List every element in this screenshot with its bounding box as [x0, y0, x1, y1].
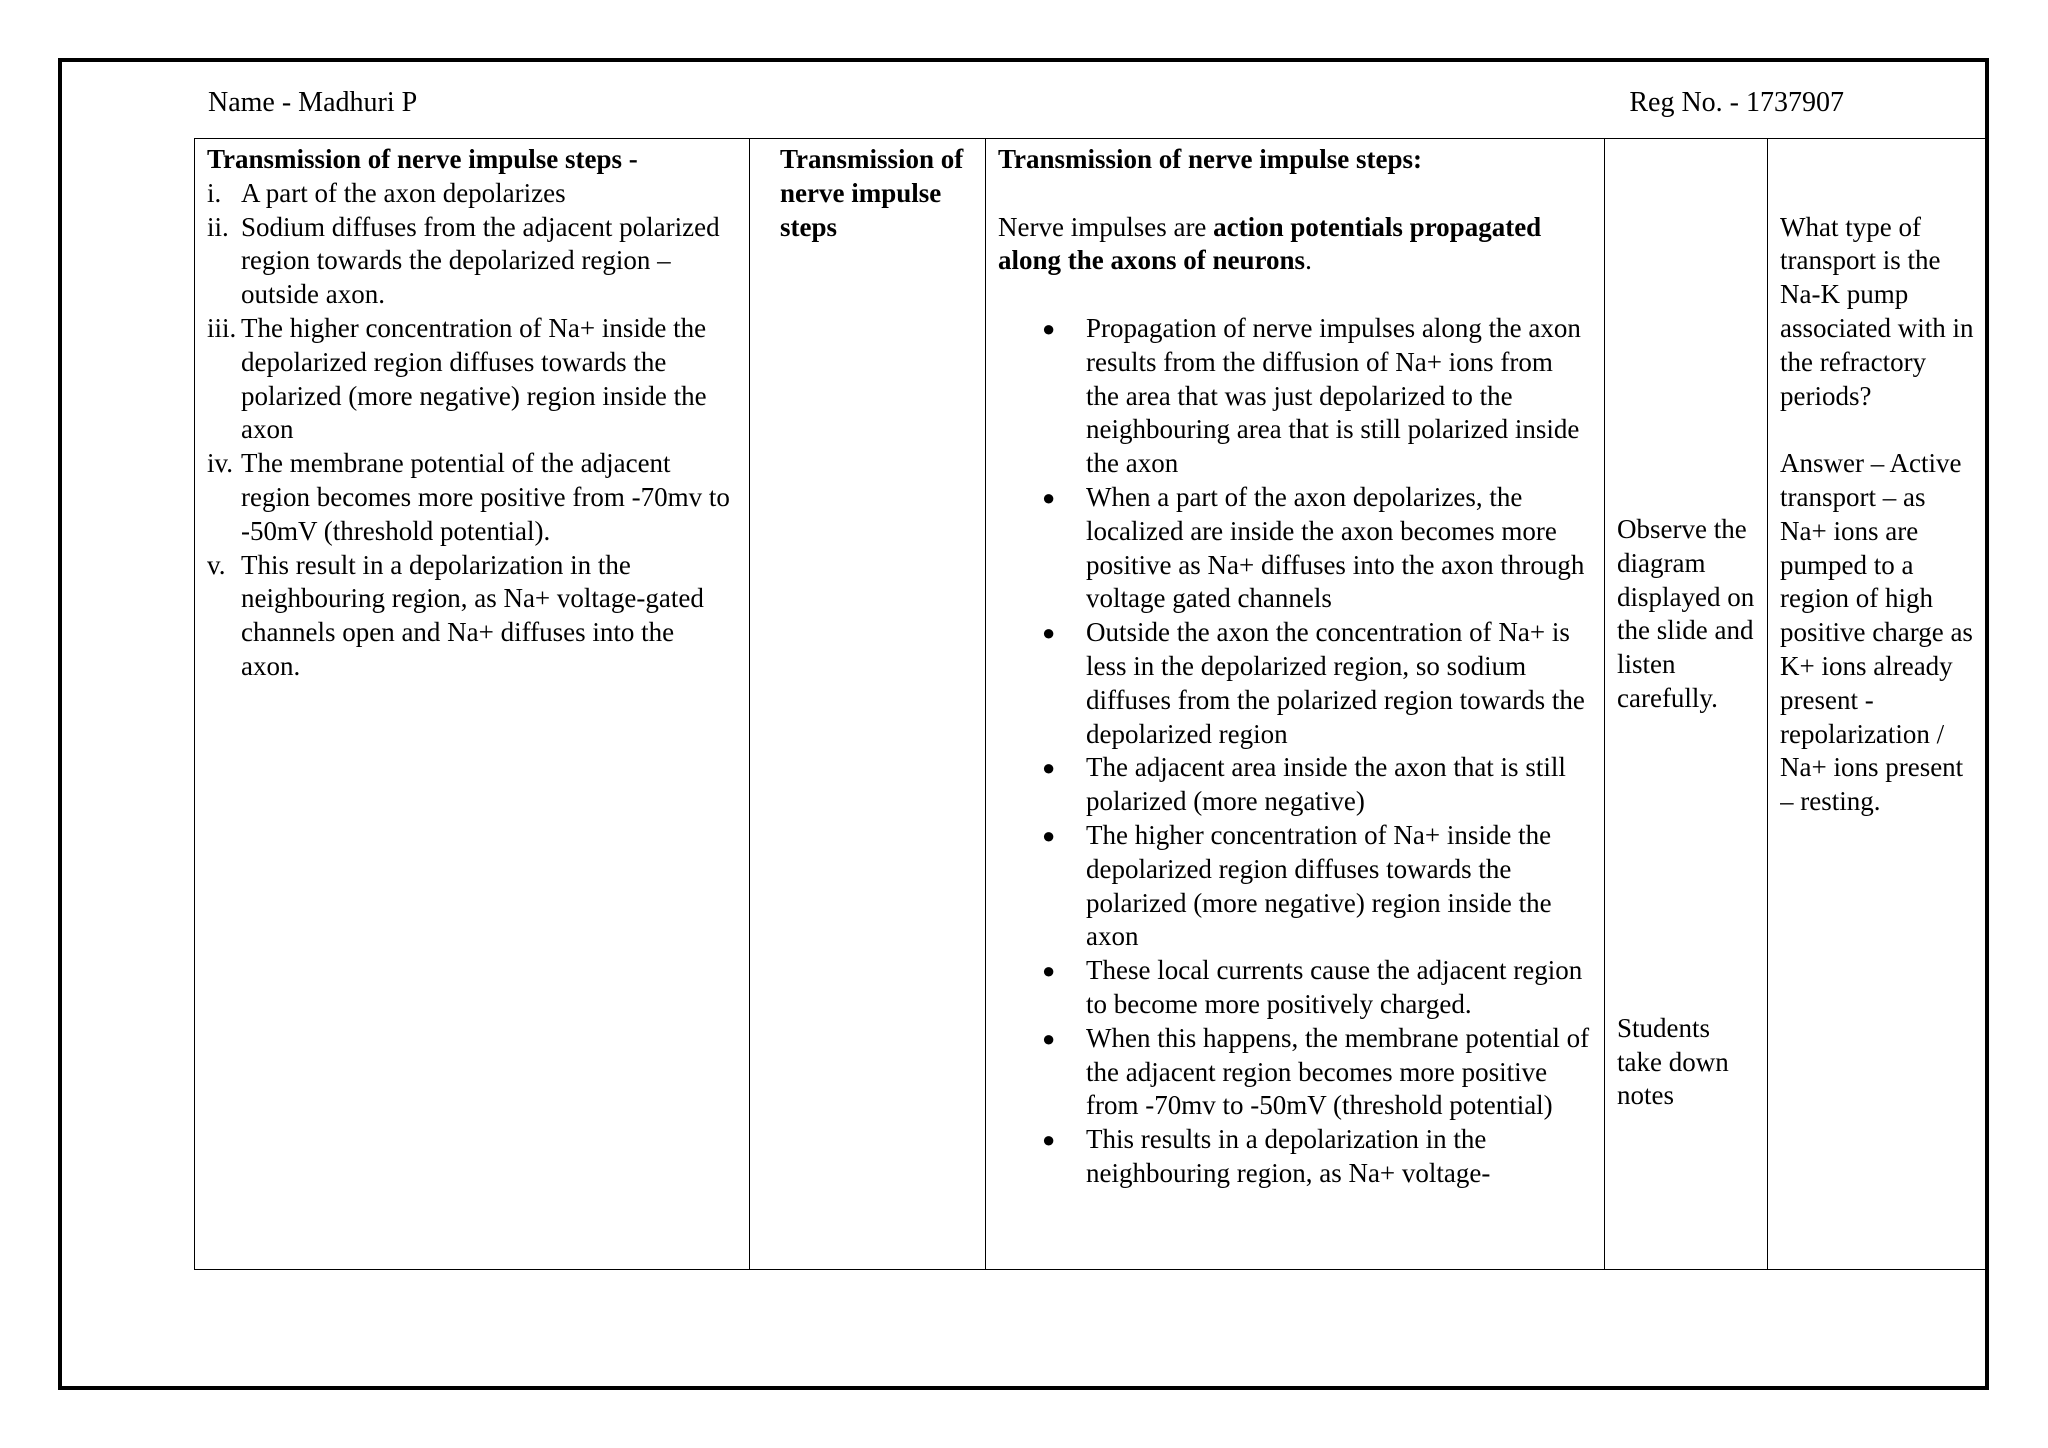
list-item: v. This result in a depolarization in the neighbouring region, as Na+ voltage-gated channels open and Na+ diffuses into the axon. — [207, 549, 704, 681]
steps-summary-list — [207, 177, 737, 684]
list-item: ● Outside the axon the concentration of Na+ is less in the depolarized region, so sodium diffuses from the polarized region towards the depolarized region — [1042, 617, 1585, 749]
content-bullet-list — [998, 312, 1592, 1191]
content-cell — [986, 139, 1605, 1270]
bullet-icon: ● — [1042, 1025, 1056, 1051]
list-item: iii. The higher concentration of Na+ inside the depolarized region diffuses towards the polarized (more negative) region inside the axon — [207, 312, 707, 445]
observe-instruction: Observe the diagram displayed on the slide and listen carefully. — [1617, 514, 1755, 713]
lesson-plan-table — [194, 138, 1988, 1270]
list-item: ● When this happens, the membrane potential of the adjacent region becomes more positive from -70mv to -50mV (threshold potential) — [1042, 1022, 1590, 1121]
steps-summary-cell — [195, 139, 750, 1270]
content-title: Transmission of nerve impulse steps: — [998, 144, 1423, 174]
bullet-icon: ● — [1042, 315, 1056, 341]
list-item: ● These local currents cause the adjacent region to become more positively charged. — [1042, 955, 1583, 1019]
list-item: ● When a part of the axon depolarizes, the localized are inside the axon becomes more positive as Na+ diffuses into the axon through voltage gated channels — [1042, 481, 1585, 614]
assessment-answer: Answer – Active transport – as Na+ ions are pumped to a region of high positive charge as K+ ions already present - repolarization / Na+ ions present – resting. — [1780, 448, 1973, 817]
assessment-question: What type of transport is the Na-K pump associated with in the refractory periods? — [1780, 211, 1974, 411]
list-item: i. A part of the axon depolarizes — [207, 177, 566, 208]
registration-number: Reg No. - 1737907 — [1629, 87, 1844, 118]
bullet-icon: ● — [1042, 958, 1056, 984]
list-item: ● The adjacent area inside the axon that is still polarized (more negative) — [1042, 752, 1566, 817]
bullet-icon: ● — [1042, 484, 1056, 510]
table-row — [195, 139, 1988, 1270]
students-instruction: Students take down notes — [1617, 1012, 1729, 1111]
activity-cell — [1605, 139, 1768, 1270]
bullet-icon: ● — [1042, 1127, 1056, 1153]
topic-cell — [750, 139, 986, 1270]
list-item: ii. Sodium diffuses from the adjacent polarized region towards the depolarized region – outside axon. — [207, 211, 720, 310]
topic-title: Transmission of nerve impulse steps — [780, 144, 964, 242]
student-name: Name - Madhuri P — [208, 87, 418, 118]
bullet-icon: ● — [1042, 822, 1056, 848]
steps-summary-title: Transmission of nerve impulse steps - — [207, 144, 638, 174]
list-item: ● The higher concentration of Na+ inside the depolarized region diffuses towards the polarized (more negative) region inside the axon — [1042, 819, 1552, 952]
content-intro: Nerve impulses are action potentials propagated along the axons of neurons. — [998, 211, 1542, 276]
list-item: iv. The membrane potential of the adjacent region becomes more positive from -70mv to -50mV (threshold potential). — [207, 448, 730, 546]
list-item: ● Propagation of nerve impulses along the axon results from the diffusion of Na+ ions from the area that was just depolarized to the neighbouring area that is still polarized inside the axon — [1042, 312, 1581, 479]
bullet-icon: ● — [1042, 755, 1056, 781]
list-item: ● This results in a depolarization in the neighbouring region, as Na+ voltage- — [1042, 1124, 1491, 1188]
bullet-icon: ● — [1042, 620, 1056, 646]
assessment-cell — [1768, 139, 1988, 1270]
